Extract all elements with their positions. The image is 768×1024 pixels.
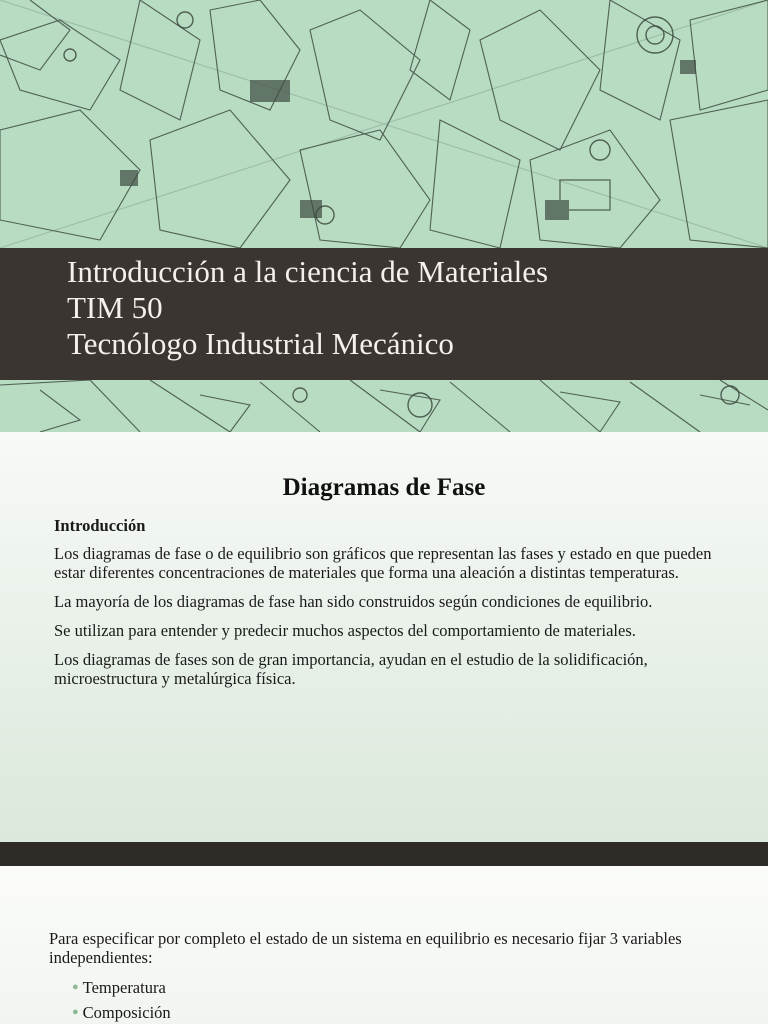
variables-list	[72, 975, 171, 1024]
paragraph: Se utilizan para entender y predecir muchos aspectos del comportamiento de materiales.	[54, 621, 636, 640]
title-slide	[0, 0, 768, 432]
content-slide-variables	[0, 866, 768, 1024]
paragraph: Los diagramas de fases son de gran importancia, ayudan en el estudio de la solidificación, microestructura y metalúrgica física.	[54, 650, 648, 688]
bullet-icon: ●	[72, 981, 79, 993]
paragraph: Los diagramas de fase o de equilibrio son gráficos que representan las fases y estado en que pueden estar diferentes concentraciones de materiales que forma una aleación a distintas temperaturas.	[54, 544, 712, 582]
slide-body	[54, 516, 724, 698]
title-band	[0, 248, 768, 380]
paragraph: Para especificar por completo el estado de un sistema en equilibrio es necesario fijar 3 variables independientes:	[49, 929, 682, 967]
slide-title-line-1: Introducción a la ciencia de Materiales	[67, 254, 549, 289]
paragraph: La mayoría de los diagramas de fase han sido construidos según condiciones de equilibrio.	[54, 592, 653, 611]
list-item	[72, 1000, 171, 1024]
slide-divider	[0, 842, 768, 866]
list-item-label: Temperatura	[82, 978, 166, 997]
content-slide-phase-diagrams	[0, 432, 768, 842]
slide-title-line-3: Tecnólogo Industrial Mecánico	[67, 326, 454, 361]
list-item-label: Composición	[82, 1003, 171, 1022]
list-item	[72, 975, 171, 1000]
subheading: Introducción	[54, 516, 146, 535]
bullet-icon: ●	[72, 1006, 79, 1018]
slide-title-line-2: TIM 50	[67, 290, 163, 325]
slide-heading: Diagramas de Fase	[282, 474, 486, 501]
